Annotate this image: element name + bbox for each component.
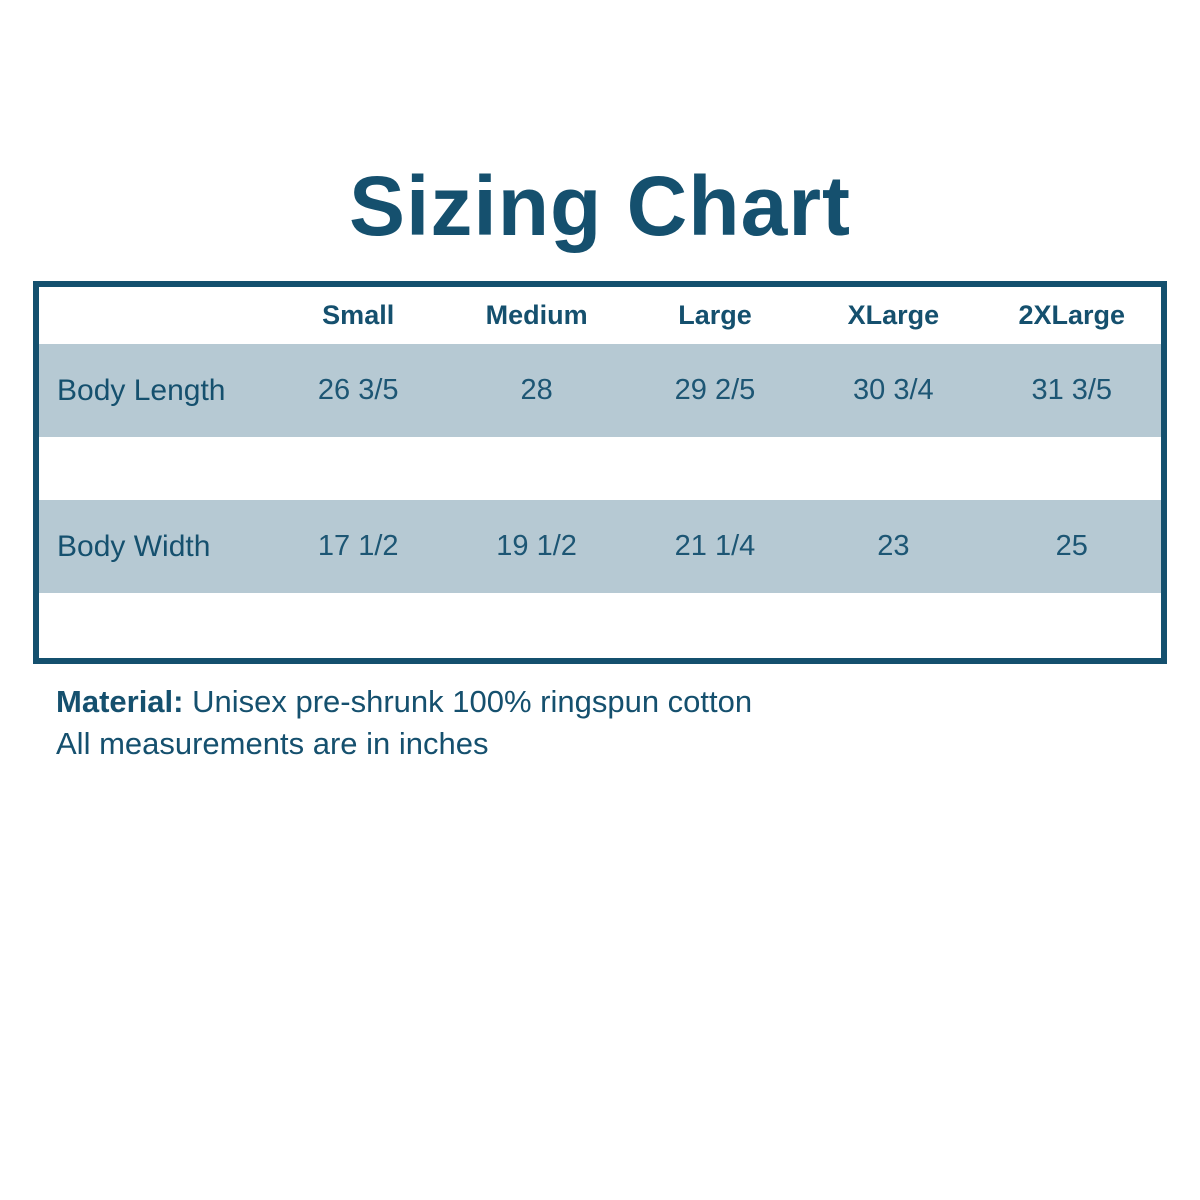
column-header-medium: Medium bbox=[485, 300, 588, 330]
table-cell: 17 1/2 bbox=[317, 530, 399, 562]
column-header-xlarge: XLarge bbox=[847, 300, 940, 330]
page-title: Sizing Chart bbox=[348, 159, 851, 253]
column-header-2xlarge: 2XLarge bbox=[1018, 300, 1126, 330]
sizing-table bbox=[33, 281, 1167, 664]
measurements-note: All measurements are in inches bbox=[56, 726, 489, 761]
table-cell: 31 3/5 bbox=[1031, 374, 1113, 406]
table-cell: 25 bbox=[1055, 530, 1088, 562]
table-cell: 29 2/5 bbox=[674, 374, 756, 406]
table-row-body-width bbox=[39, 500, 1161, 593]
table-spacer-row bbox=[39, 593, 1161, 658]
table-header-row bbox=[39, 287, 1161, 344]
table-cell: 30 3/4 bbox=[853, 374, 934, 406]
table-cell: 21 1/4 bbox=[674, 530, 756, 562]
row-label-body-length: Body Length bbox=[57, 373, 226, 407]
table-row-body-length bbox=[39, 344, 1161, 437]
material-label: Material: bbox=[56, 684, 184, 719]
table-cell: 26 3/5 bbox=[317, 374, 399, 406]
notes-block bbox=[56, 681, 752, 765]
column-header-small: Small bbox=[322, 300, 395, 330]
row-label-body-width: Body Width bbox=[57, 529, 211, 563]
table-spacer-row bbox=[39, 437, 1161, 500]
table-cell: 19 1/2 bbox=[496, 530, 577, 562]
material-value: Unisex pre-shrunk 100% ringspun cotton bbox=[183, 684, 753, 719]
table-cell: 28 bbox=[520, 374, 553, 406]
material-note bbox=[56, 681, 752, 723]
column-header-large: Large bbox=[678, 300, 752, 330]
table-cell: 23 bbox=[877, 530, 910, 562]
